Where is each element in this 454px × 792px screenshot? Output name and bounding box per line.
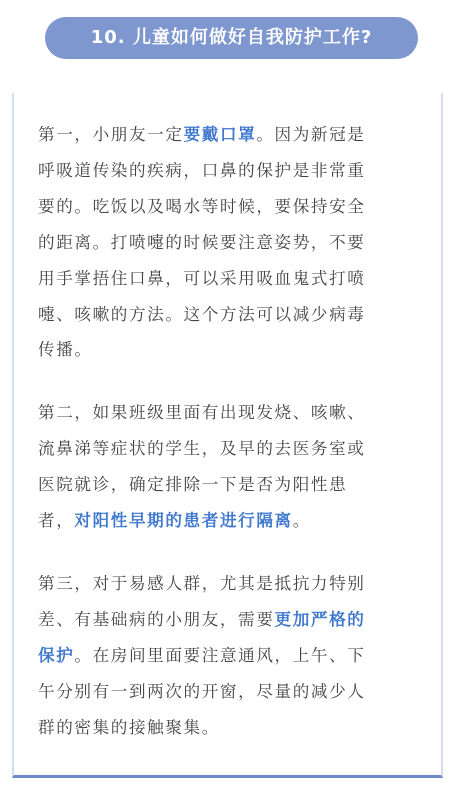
section-heading-pill (45, 17, 418, 59)
paragraph-2 (38, 395, 422, 539)
text-segment: 医院就诊，确定排除一下是否为阳性患 (38, 474, 348, 494)
highlighted-phrase: 对阳性早期的患者进行隔离 (74, 510, 293, 530)
text-segment: 第三，对于易感人群，尤其是抵抗力特别 (38, 574, 366, 593)
text-segment: 第二，如果班级里面有出现发烧、咳嗽、 (38, 403, 366, 422)
text-segment: 。因为新冠是 (256, 125, 366, 144)
text-line (38, 189, 422, 225)
text-segment: 群的密集的接触聚集。 (38, 717, 220, 737)
text-segment: 传播。 (38, 340, 93, 360)
text-segment: 。 (292, 510, 311, 530)
text-segment: 的距离。打喷嚏的时候要注意姿势，不要 (38, 232, 366, 252)
paragraph-3 (38, 566, 422, 746)
text-segment: 者， (38, 510, 75, 530)
text-segment: 。在房间里面要注意通风，上午、下 (74, 645, 366, 665)
text-line (38, 602, 422, 638)
text-line (38, 710, 422, 746)
highlighted-phrase: 要戴口罩 (183, 125, 257, 144)
section-heading: 10. 儿童如何做好自我防护工作? (90, 27, 373, 48)
text-line (38, 431, 422, 467)
text-segment: 用手掌捂住口鼻，可以采用吸血鬼式打喷 (38, 268, 366, 288)
text-segment: 流鼻涕等症状的学生，及早的去医务室或 (38, 438, 366, 458)
text-line (38, 225, 422, 261)
text-line (38, 503, 422, 539)
text-segment: 第一，小朋友一定 (38, 125, 184, 144)
text-line (38, 153, 422, 189)
text-line (38, 297, 422, 333)
paragraph-1 (38, 117, 422, 368)
highlighted-phrase: 保护 (38, 645, 75, 665)
text-line (38, 467, 422, 503)
text-line (38, 674, 422, 710)
text-line (38, 117, 422, 153)
highlighted-phrase: 更加严格的 (274, 609, 366, 629)
text-segment: 呼吸道传染的疾病，口鼻的保护是非常重 (38, 160, 366, 180)
text-segment: 午分别有一到两次的开窗，尽量的减少人 (38, 681, 366, 701)
text-line (38, 261, 422, 297)
text-segment: 差、有基础病的小朋友，需要 (38, 609, 275, 629)
text-line (38, 638, 422, 674)
text-segment: 嚏、咳嗽的方法。这个方法可以减少病毒 (38, 304, 366, 324)
text-segment: 要的。吃饭以及喝水等时候，要保持安全 (38, 196, 366, 216)
text-line (38, 395, 422, 431)
text-line (38, 332, 422, 368)
text-line (38, 566, 422, 602)
